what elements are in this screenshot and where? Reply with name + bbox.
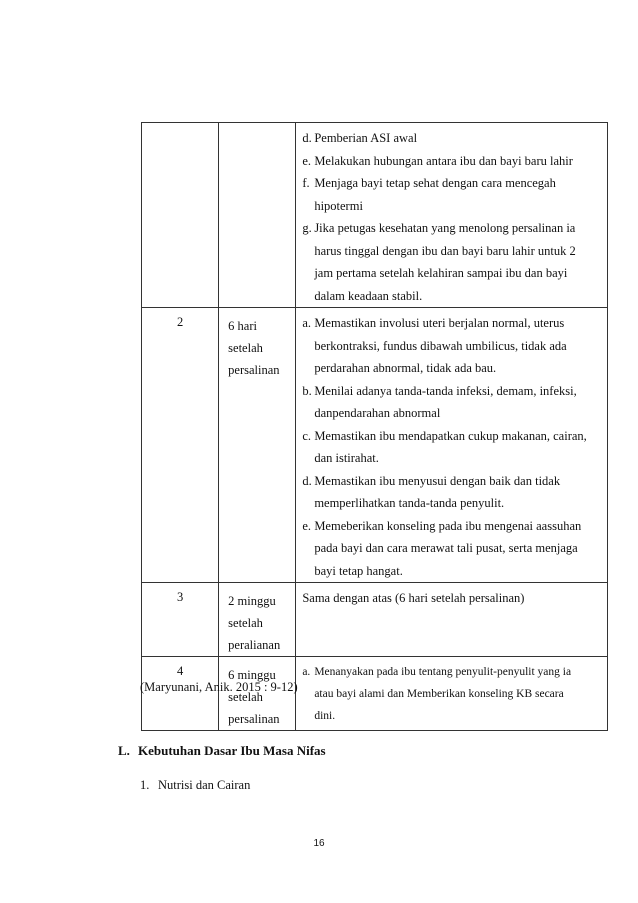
subsection-heading (140, 778, 250, 793)
activity-marker: g. (302, 221, 312, 235)
activity-line: Menjaga bayi tetap sehat dengan cara mencegah (314, 176, 556, 190)
activity-item (302, 470, 604, 515)
activity-line: Memeberikan konseling pada ibu mengenai aassuhan (314, 518, 582, 533)
activity-line: atau bayi alami dan Memberikan konseling KB secara (314, 688, 564, 700)
activity-line: Memastikan ibu mendapatkan cukup makanan, cairan, (314, 428, 587, 443)
activity-marker: d. (302, 131, 312, 145)
postpartum-visit-table (141, 122, 608, 731)
activity-item (302, 587, 604, 610)
visit-time-line: setelah (228, 690, 263, 704)
activity-text (314, 172, 604, 217)
cell-activities (296, 583, 608, 657)
cell-visit-number: 4 (142, 657, 219, 731)
visit-time-line: setelah (228, 341, 263, 355)
activity-line: Menanyakan pada ibu tentang penyulit-penyulit yang ia (314, 666, 572, 678)
activity-item (302, 172, 604, 217)
activity-line: jam pertama setelah kelahiran sampai ibu dan bayi (314, 266, 568, 280)
activity-marker: b. (302, 383, 312, 398)
visit-time-line: 2 minggu (228, 594, 276, 608)
activity-marker: c. (302, 428, 311, 443)
activity-marker: d. (302, 473, 312, 488)
activity-text (314, 515, 604, 583)
activity-text (314, 661, 604, 727)
visit-time-line: persalinan (228, 712, 280, 726)
table-row (142, 583, 608, 657)
activity-marker: f. (302, 176, 310, 190)
activity-line: pada bayi dan cara merawat tali pusat, serta menjaga (314, 541, 578, 555)
activity-text (314, 312, 604, 380)
activity-marker: a. (302, 666, 311, 678)
activity-line: Pemberian ASI awal (314, 131, 418, 145)
activity-line: perdarahan abnormal, tidak ada bau. (314, 361, 497, 375)
activity-line: Melakukan hubungan antara ibu dan bayi baru lahir (314, 153, 573, 168)
activity-line: harus tinggal dengan ibu dan bayi baru lahir untuk 2 (314, 243, 576, 258)
cell-activities (296, 308, 608, 583)
activity-line: hipotermi (314, 198, 363, 213)
page-number: 16 (313, 838, 325, 849)
activity-text (314, 217, 604, 307)
activity-line: dan istirahat. (314, 451, 379, 465)
visit-time-line: persalinan (228, 363, 280, 377)
activity-item (302, 127, 604, 150)
activity-marker: e. (302, 153, 311, 168)
activity-line: bayi tetap hangat. (314, 563, 403, 578)
activity-line: Memastikan involusi uteri berjalan normal, uterus (314, 316, 565, 330)
cell-visit-number: 2 (142, 308, 219, 583)
activity-item (302, 515, 604, 583)
activity-line: Menilai adanya tanda-tanda infeksi, demam, infeksi, (314, 383, 577, 398)
activity-line: berkontraksi, fundus dibawah umbilicus, tidak ada (314, 338, 567, 353)
activity-line: dalam keadaan stabil. (314, 288, 423, 303)
cell-activities (296, 123, 608, 308)
section-letter: L. (118, 743, 130, 758)
visit-time-line: 6 minggu (228, 668, 276, 682)
citation: (Maryunani, Anik. 2015 : 9-12) (140, 680, 298, 694)
table-row (142, 308, 608, 583)
activity-text (314, 470, 604, 515)
activity-line: dini. (314, 710, 336, 722)
visit-time-line: setelah (228, 616, 263, 630)
cell-activities (296, 657, 608, 731)
activity-marker: e. (302, 518, 311, 533)
subsection-number: 1. (140, 778, 150, 792)
subsection-title: Nutrisi dan Cairan (158, 778, 251, 792)
table-row (142, 123, 608, 308)
cell-visit-number (142, 123, 219, 308)
section-heading (118, 743, 326, 759)
cell-visit-number: 3 (142, 583, 219, 657)
activity-item (302, 380, 604, 425)
activity-line: Memastikan ibu menyusui dengan baik dan tidak (314, 473, 561, 488)
activity-item (302, 217, 604, 307)
activity-marker: a. (302, 316, 311, 330)
cell-visit-time (219, 123, 296, 308)
activity-item (302, 150, 604, 173)
cell-visit-time (219, 583, 296, 657)
activity-item (302, 661, 604, 727)
visit-time-line: 6 hari (228, 319, 257, 333)
activity-line: danpendarahan abnormal (314, 406, 441, 420)
activity-item (302, 312, 604, 380)
activity-text (302, 587, 604, 610)
activity-item (302, 425, 604, 470)
activity-line: Sama dengan atas (6 hari setelah persalinan) (302, 591, 525, 605)
cell-visit-time (219, 308, 296, 583)
visit-time-line: peralianan (228, 638, 281, 652)
activity-text (314, 425, 604, 470)
activity-line: Jika petugas kesehatan yang menolong persalinan ia (314, 221, 576, 235)
activity-text (314, 127, 604, 150)
section-title: Kebutuhan Dasar Ibu Masa Nifas (138, 743, 326, 758)
activity-text (314, 150, 604, 173)
activity-text (314, 380, 604, 425)
activity-line: memperlihatkan tanda-tanda penyulit. (314, 496, 505, 510)
